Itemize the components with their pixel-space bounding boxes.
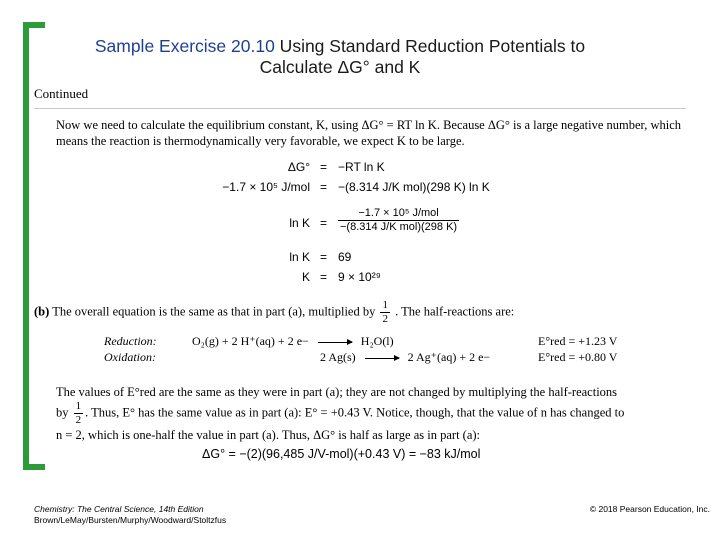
eq4-lhs: ln K — [289, 250, 310, 264]
p2-half-numerator: 1 — [75, 400, 82, 412]
paragraph-2-by: by — [56, 405, 69, 420]
eq4-rhs: 69 — [338, 250, 352, 264]
divider — [34, 108, 686, 109]
oxidation-arrow — [365, 358, 399, 359]
eq5-rhs: 9 × 10²⁹ — [338, 270, 381, 284]
eq3-numerator: −1.7 × 10⁵ J/mol — [338, 207, 459, 221]
intro-paragraph: Now we need to calculate the equilibrium constant, K, using ΔG° = RT ln K. Because ΔG° is a large negative number, which means the reaction is thermodynamically very favorable, we expect K to be large. — [56, 118, 682, 148]
eq3-equals: = — [320, 216, 328, 230]
equation-row-4 — [190, 250, 570, 270]
continued-label: Continued — [34, 86, 89, 101]
green-bracket-bottom — [23, 464, 45, 470]
equation-row-1 — [190, 160, 570, 180]
paragraph-2-line-2 — [56, 400, 706, 427]
oxidation-products: 2 Ag⁺(aq) + 2 e− — [407, 350, 491, 364]
final-equation: ΔG° = −(2)(96,485 J/V-mol)(+0.43 V) = −83 kJ/mol — [202, 447, 481, 461]
eq5-lhs: K — [301, 270, 310, 284]
reduction-reactants: O₂(g) + 2 H⁺(aq) + 2 e− — [192, 334, 309, 348]
eq3-denominator: −(8.314 J/K mol)(298 K) — [340, 221, 458, 233]
green-bracket-top — [23, 22, 45, 28]
equation-row-2 — [190, 180, 570, 200]
half-numerator: 1 — [382, 299, 388, 311]
eq1-equals: = — [320, 160, 328, 174]
paragraph-2 — [56, 384, 706, 443]
eq2-rhs: −(8.314 J/K mol)(298 K) ln K — [338, 180, 490, 194]
part-b-fraction — [380, 299, 390, 326]
part-b-label: (b) — [34, 304, 50, 319]
eq4-equals: = — [320, 250, 328, 264]
footer-authors: Brown/LeMay/Bursten/Murphy/Woodward/Stoltzfus — [34, 515, 227, 525]
eq2-lhs: −1.7 × 10⁵ J/mol — [222, 180, 310, 194]
half-denominator: 2 — [382, 313, 388, 325]
oxidation-reactants: 2 Ag(s) — [320, 350, 356, 364]
paragraph-2-line-1: The values of E°red are the same as they were in part (a); they are not changed by multiplying the half-reactions — [56, 385, 618, 399]
equation-row-3 — [190, 207, 570, 241]
reduction-equation — [192, 334, 394, 349]
paragraph-2-rest: . Thus, E° has the same value as in part (a): E° = +0.43 V. Notice, though, that the value of n has changed to — [85, 405, 625, 420]
equation-row-5 — [190, 270, 570, 290]
p2-half-denominator: 2 — [75, 414, 82, 426]
part-b-line — [34, 299, 514, 326]
exercise-number: Sample Exercise 20.10 — [94, 36, 275, 56]
oxidation-label: Oxidation: — [104, 350, 156, 364]
paragraph-2-fraction — [74, 400, 84, 427]
title-line1: Using Standard Reduction Potentials to — [274, 36, 586, 56]
eq3-rhs — [338, 207, 459, 234]
title-line2: Calculate ΔG° and K — [259, 57, 421, 77]
oxidation-potential: E°red = +0.80 V — [538, 350, 618, 364]
reduction-product: H₂O(l) — [360, 334, 394, 348]
footer-copyright: © 2018 Pearson Education, Inc. — [589, 504, 710, 514]
eq1-rhs: −RT ln K — [338, 160, 385, 174]
footer-citation — [34, 504, 226, 526]
eq3-lhs: ln K — [289, 216, 310, 230]
part-b-text: The overall equation is the same as that in part (a), multiplied by — [52, 304, 376, 319]
reduction-potential: E°red = +1.23 V — [538, 334, 618, 348]
part-b-after: . The half-reactions are: — [395, 304, 515, 319]
paragraph-2-line-3: n = 2, which is one-half the value in part (a). Thus, ΔG° is half as large as in part (a): — [56, 428, 481, 442]
reduction-arrow — [318, 342, 352, 343]
footer-book: Chemistry: The Central Science, 14th Edition — [34, 504, 204, 514]
reduction-label: Reduction: — [104, 334, 157, 348]
green-bracket-vertical — [23, 22, 29, 470]
eq1-lhs: ΔG° — [287, 160, 310, 174]
eq5-equals: = — [320, 270, 328, 284]
eq2-equals: = — [320, 180, 328, 194]
slide-title — [30, 36, 650, 78]
oxidation-equation — [320, 350, 490, 365]
